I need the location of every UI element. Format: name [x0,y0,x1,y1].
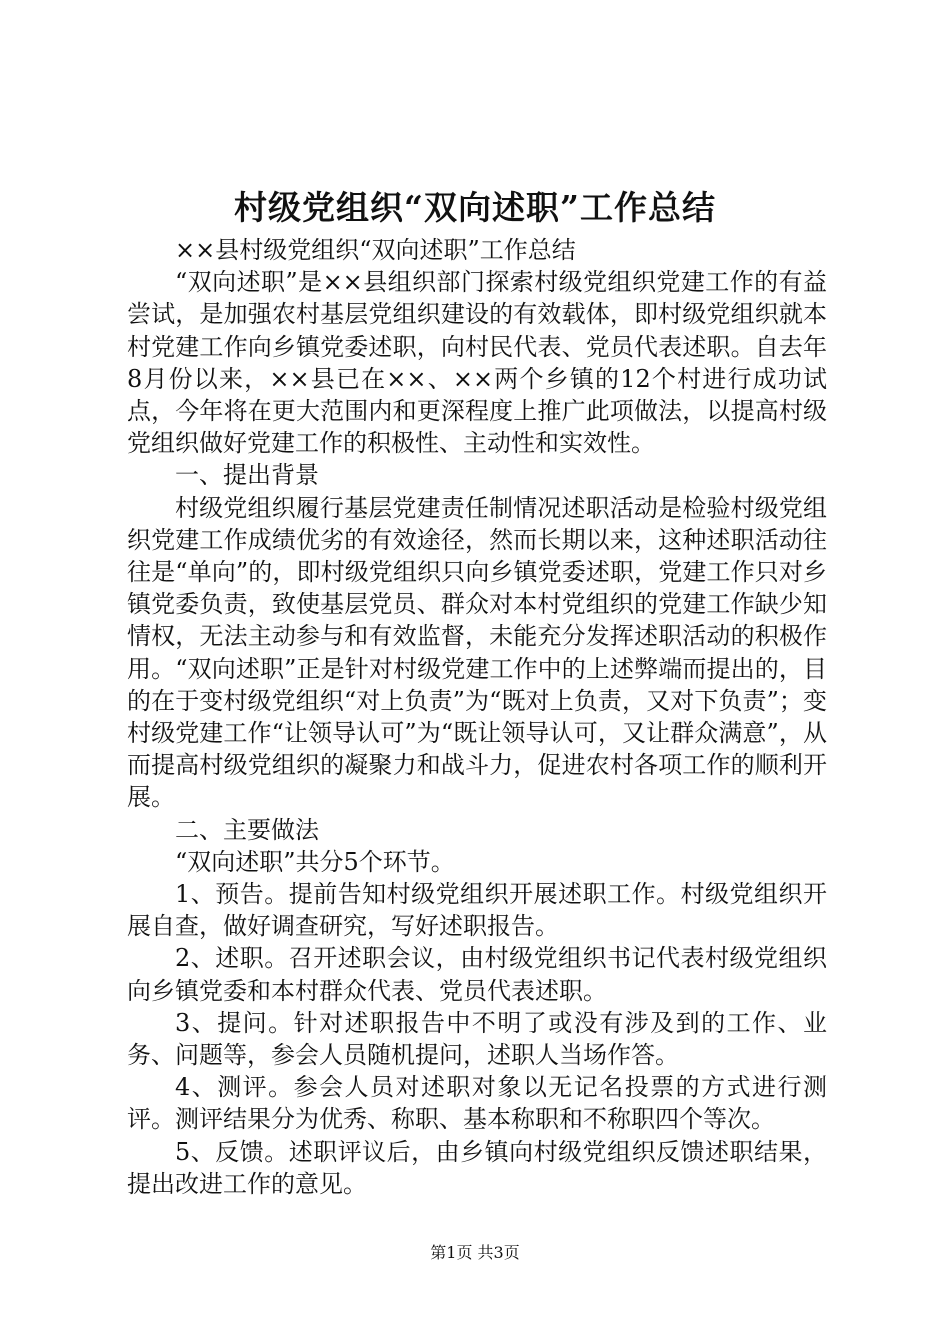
methods-intro-paragraph: “双向述职”共分5个环节。 [175,847,455,876]
document-title: 村级党组织“双向述职”工作总结 [234,188,716,227]
section-heading-background: 一、提出背景 [175,461,319,490]
step-5-paragraph: 5、反馈。述职评议后，由乡镇向村级党组织反馈述职结果，提出改进工作的意见。 [127,1137,827,1198]
step-2-paragraph: 2、述职。召开述职会议，由村级党组织书记代表村级党组织向乡镇党委和本村群众代表、党员代表述职。 [127,944,827,1005]
step-1-paragraph: 1、预告。提前告知村级党组织开展述职工作。村级党组织开展自查，做好调查研究，写好述职报告。 [127,880,827,941]
document-body [127,234,827,1200]
intro-paragraph: “双向述职”是××县组织部门探索村级党组织党建工作的有益尝试，是加强农村基层党组织建设的有效载体，即村级党组织就本村党建工作向乡镇党委述职，向村民代表、党员代表述职。自去年8月份以来，××县已在××、××两个乡镇的12个村进行成功试点，今年将在更大范围内和更深程度上推广此项做法，以提高村级党组织做好党建工作的积极性、主动性和实效性。 [127,268,827,458]
page-number-footer: 第1页 共3页 [430,1243,520,1262]
section-heading-methods: 二、主要做法 [175,815,319,844]
step-4-paragraph: 4、测评。参会人员对述职对象以无记名投票的方式进行测评。测评结果分为优秀、称职、基本称职和不称职四个等次。 [127,1073,827,1134]
step-3-paragraph: 3、提问。针对述职报告中不明了或没有涉及到的工作、业务、问题等，参会人员随机提问，述职人当场作答。 [127,1008,827,1070]
background-paragraph: 村级党组织履行基层党建责任制情况述职活动是检验村级党组织党建工作成绩优劣的有效途径，然而长期以来，这种述职活动往往是“单向”的，即村级党组织只向乡镇党委述职，党建工作只对乡镇党委负责，致使基层党员、群众对本村党组织的党建工作缺少知情权，无法主动参与和有效监督，未能充分发挥述职活动的积极作用。“双向述职”正是针对村级党建工作中的上述弊端而提出的，目的在于变村级党组织“对上负责”为“既对上负责，又对下负责”；变村级党建工作“让领导认可”为“既让领导认可，又让群众满意”，从而提高村级党组织的凝聚力和战斗力，促进农村各项工作的顺利开展。 [127,493,827,812]
subtitle-paragraph: ××县村级党组织“双向述职”工作总结 [175,236,576,264]
